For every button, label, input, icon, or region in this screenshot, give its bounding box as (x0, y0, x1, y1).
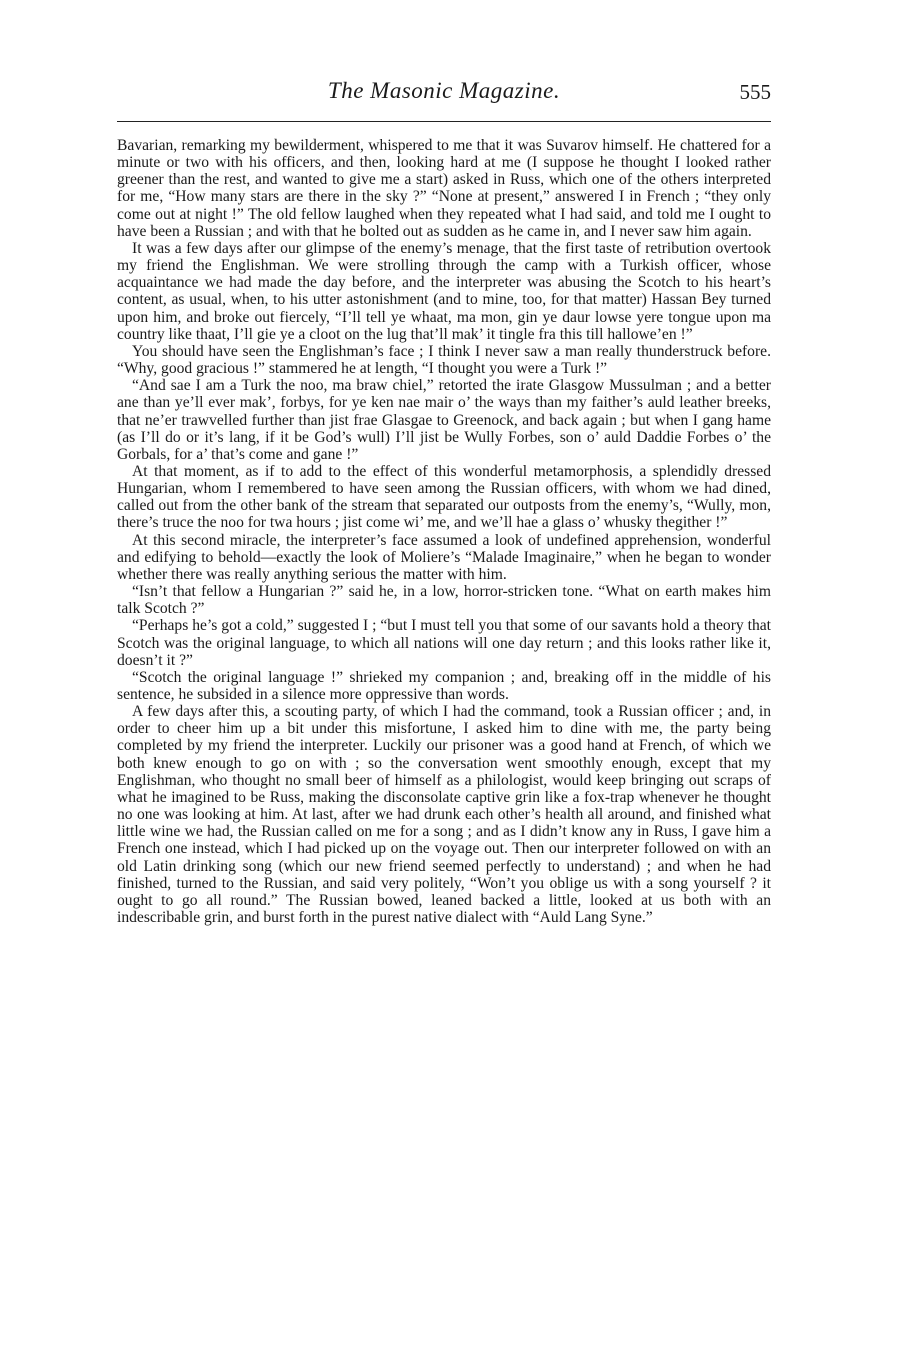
running-title: The Masonic Magazine. (327, 78, 561, 103)
page-header (117, 78, 771, 118)
paragraph: “And sae I am a Turk the noo, ma braw chiel,” retorted the irate Glasgow Mussulman ; and a better ane than ye’ll ever mak’, forbys, for ye ken nae mair o’ the ways than my faither’s auld leather breeks, that ne’er trawvelled further than jist frae Glasgae to Greenock, and back again ; but when I gang hame (as I’ll do or it’s lang, if it be God’s wull) I’ll jist be Wully Forbes, son o’ auld Daddie Forbes o’ the Gorbals, for a’ that’s come and gane !” (117, 377, 771, 463)
paragraph: Bavarian, remarking my bewilderment, whispered to me that it was Suvarov himself. He chattered for a minute or two with his officers, and then, looking hard at me (I suppose he thought I looked rather greener than the rest, and wanted to give me a start) asked in Russ, which one of the others interpreted for me, “How many stars are there in the sky ?” “None at present,” answered I in French ; “they only come out at night !” The old fellow laughed when they repeated what I had said, and told me I ought to have been a Russian ; and with that he bolted out as sudden as he came in, and I never saw him again. (117, 137, 771, 240)
paragraph: “Scotch the original language !” shrieked my companion ; and, breaking off in the middle of his sentence, he subsided in a silence more oppressive than words. (117, 668, 771, 703)
article-body (117, 137, 771, 926)
paragraph: A few days after this, a scouting party, of which I had the command, took a Russian officer ; and, in order to cheer him up a bit under this misfortune, I asked him to dine with me, the party being completed by my friend the interpreter. Luckily our prisoner was a good hand at French, of which we both knew enough to go on with ; so the conversation went smoothly enough, except that my Englishman, who thought no small beer of himself as a philologist, would keep bringing out scraps of what he imagined to be Russ, making the disconsolate captive grin like a fox-trap whenever he thought no one was looking at him. At last, after we had drunk each other’s health all around, and finished what little wine we had, the Russian called on me for a song ; and as I didn’t know any in Russ, I gave him a French one instead, which I had picked up on the voyage out. Then our interpreter followed on with an old Latin drinking song (which our new friend seemed perfectly to understand) ; and when he had finished, turned to the Russian, and said very politely, “Won’t you oblige us with a song yourself ? it ought to go all round.” The Russian bowed, leaned backed a little, looked at us both with an indescribable grin, and burst forth in the purest native dialect with “Auld Lang Syne.” (117, 703, 771, 927)
header-rule (117, 121, 771, 122)
paragraph: “Perhaps he’s got a cold,” suggested I ; “but I must tell you that some of our savants hold a theory that Scotch was the original language, to which all nations will one day return ; and this looks rather like it, doesn’t it ?” (117, 617, 771, 669)
paragraph: At that moment, as if to add to the effect of this wonderful metamorphosis, a splendidly dressed Hungarian, whom I remembered to have seen among the Russian officers, with whom we had dined, called out from the other bank of the stream that separated our outposts from the enemy’s, “Wully, mon, there’s truce the noo for twa hours ; jist come wi’ me, and we’ll hae a glass o’ whusky thegither !” (117, 462, 771, 532)
paragraph: “Isn’t that fellow a Hungarian ?” said he, in a low, horror-stricken tone. “What on earth makes him talk Scotch ?” (117, 583, 771, 618)
page-number: 555 (739, 80, 771, 104)
paragraph: It was a few days after our glimpse of the enemy’s menage, that the first taste of retribution overtook my friend the Englishman. We were strolling through the camp with a Turkish officer, whose acquaintance we had made the day before, and the interpreter was abusing the Scotch to his heart’s content, as usual, when, to his utter astonishment (and to mine, too, for that matter) Hassan Bey turned upon him, and broke out fiercely, “I’ll tell ye whaat, ma mon, gin ye daur lowse yere tongue upon ma country like thaat, I’ll gie ye a cloot on the lug that’ll mak’ it tingle fra this till hallowe’en !” (117, 239, 771, 343)
paragraph: You should have seen the Englishman’s face ; I think I never saw a man really thunderstruck before. “Why, good gracious !” stammered he at length, “I thought you were a Turk !” (117, 342, 771, 378)
paragraph: At this second miracle, the interpreter’s face assumed a look of undefined apprehension, wonderful and edifying to behold—exactly the look of Moliere’s “Malade Imaginaire,” when he began to wonder whether there was really anything serious the matter with him. (117, 531, 771, 583)
